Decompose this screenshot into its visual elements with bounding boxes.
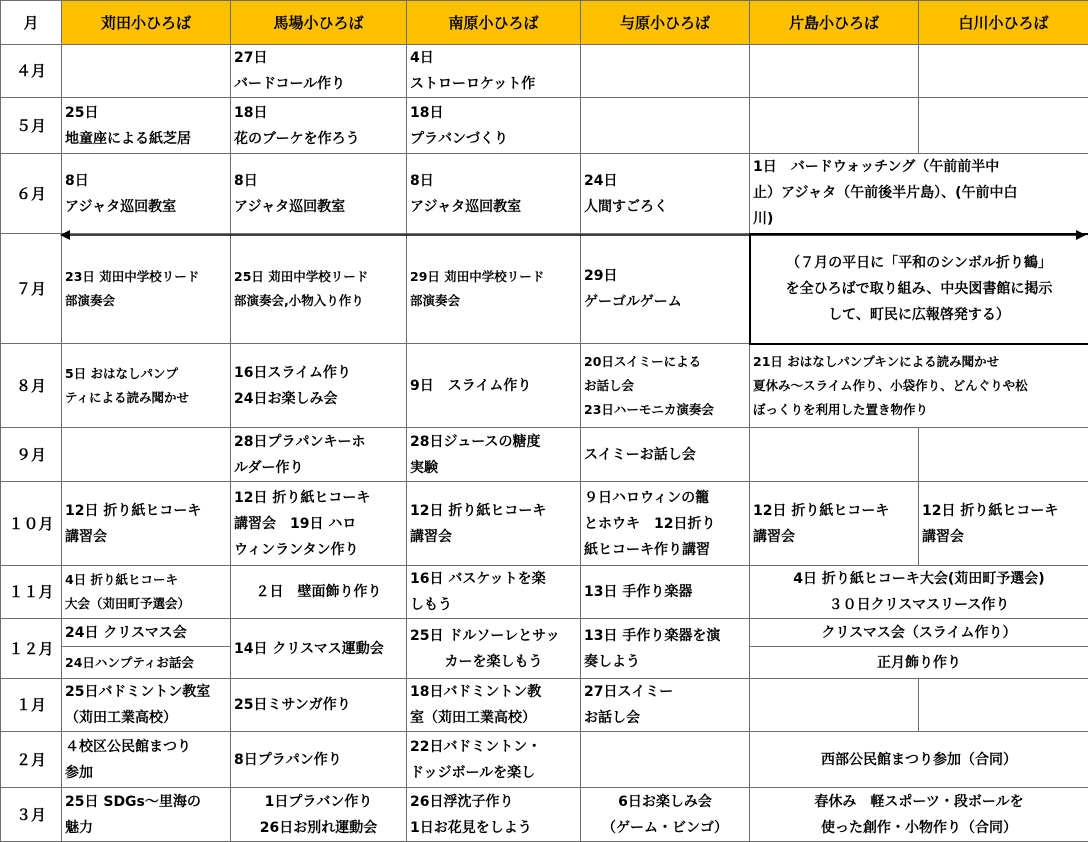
cell-line: 27日スイミー <box>584 679 746 705</box>
cell-minami <box>407 98 581 154</box>
cell-line: バードコール作り <box>234 71 403 97</box>
cell-baba <box>231 619 407 679</box>
month-label: １０月 <box>1 482 62 566</box>
cell-baba <box>231 154 407 234</box>
cell-line: 人間すごろく <box>584 194 746 220</box>
cell-line: 1日お花見をしよう <box>410 815 577 841</box>
cell-line: ティによる読み聞かせ <box>65 386 227 410</box>
cell-baba <box>231 482 407 566</box>
cell-line: 12日 折り紙ヒコーキ <box>410 498 577 524</box>
cell-line: 夏休み～スライム作り、小袋作り、どんぐりや松 <box>753 374 1085 398</box>
cell-katashima <box>750 98 919 154</box>
cell-line: アジャタ巡回教室 <box>65 194 227 220</box>
cell-yohara <box>581 45 750 98</box>
cell-katashima-shirakawa <box>750 566 1088 619</box>
cell-katashima-shirakawa <box>750 788 1088 842</box>
cell-line: 25日 <box>65 100 227 126</box>
cell-yohara <box>581 98 750 154</box>
cell-line: 16日スライム作り <box>234 360 403 386</box>
cell-line: 花のブーケを作ろう <box>234 126 403 152</box>
cell-line: 使った創作・小物作り（合同） <box>753 815 1085 841</box>
cell-minami <box>407 344 581 428</box>
cell-yohara <box>581 154 750 234</box>
cell-baba <box>231 788 407 842</box>
cell-line: 室（苅田工業高校） <box>410 705 577 731</box>
cell-line: 8日 <box>234 168 403 194</box>
cell-minami <box>407 45 581 98</box>
month-label: ２月 <box>1 732 62 788</box>
cell-line: 27日 <box>234 45 403 71</box>
cell-kanda <box>62 482 231 566</box>
cell-kanda <box>62 154 231 234</box>
cell-line: 24日お楽しみ会 <box>234 386 403 412</box>
cell-kanda <box>62 234 231 344</box>
cell-line: 8日 <box>65 168 227 194</box>
cell-line: 4日 <box>410 45 577 71</box>
cell-line: 西部公民館まつり参加（合同） <box>753 747 1085 773</box>
cell-line: 川) <box>753 206 1085 232</box>
cell-line: ぼっくりを利用した置き物作り <box>753 398 1085 422</box>
cell-line: （７月の平日に「平和のシンボル折り鶴」 <box>754 250 1085 276</box>
cell-yohara <box>581 732 750 788</box>
col-header-kanda: 苅田小ひろば <box>62 1 231 45</box>
month-label: ８月 <box>1 344 62 428</box>
table-row <box>1 566 1088 619</box>
table-row <box>1 732 1088 788</box>
cell-kanda <box>62 732 231 788</box>
cell-baba <box>231 234 407 344</box>
cell-line: 止）アジャタ（午前後半片島）、(午前中白 <box>753 180 1085 206</box>
cell-line: 4日 折り紙ヒコーキ大会(苅田町予選会) <box>753 566 1085 592</box>
cell-line: アジャタ巡回教室 <box>234 194 403 220</box>
table-row <box>1 679 1088 732</box>
table-row <box>1 98 1088 154</box>
cell-line: 大会（苅田町予選会） <box>65 592 227 616</box>
cell-minami <box>407 679 581 732</box>
cell-line: 29日 苅田中学校リード <box>410 265 577 289</box>
cell-line: （苅田工業高校） <box>65 705 227 731</box>
cell-katashima <box>750 45 919 98</box>
header-row <box>1 1 1088 45</box>
cell-kanda <box>62 619 231 647</box>
cell-line: 講習会 <box>65 524 227 550</box>
cell-line: 1日 バードウォッチング（午前前半中 <box>753 154 1085 180</box>
cell-kanda <box>62 98 231 154</box>
month-label: １月 <box>1 679 62 732</box>
cell-katashima-shirakawa <box>750 234 1088 344</box>
cell-baba <box>231 679 407 732</box>
cell-line: 春休み 軽スポーツ・段ボールを <box>753 789 1085 815</box>
cell-line: 部演奏会,小物入り作り <box>234 289 403 313</box>
cell-line: 部演奏会 <box>410 289 577 313</box>
cell-yohara <box>581 482 750 566</box>
cell-baba <box>231 45 407 98</box>
cell-yohara <box>581 344 750 428</box>
cell-line: ３０日クリスマスリース作り <box>753 592 1085 618</box>
cell-line: 25日ミサンガ作り <box>234 692 403 718</box>
cell-line: 魅力 <box>65 815 227 841</box>
cell-line: 18日 <box>410 100 577 126</box>
cell-baba <box>231 428 407 482</box>
month-label: １２月 <box>1 619 62 679</box>
cell-katashima <box>750 482 919 566</box>
cell-kanda <box>62 647 231 679</box>
cell-line: 13日 手作り楽器 <box>584 579 746 605</box>
table-row <box>1 234 1088 344</box>
cell-line: 23日ハーモニカ演奏会 <box>584 398 746 422</box>
cell-minami <box>407 154 581 234</box>
cell-katashima-shirakawa <box>750 732 1088 788</box>
cell-line: 8日プラパン作り <box>234 747 403 773</box>
cell-katashima-shirakawa <box>750 619 1088 647</box>
cell-katashima <box>750 679 919 732</box>
cell-line: 講習会 19日 ハロ <box>234 511 403 537</box>
cell-line: 24日 クリスマス会 <box>65 620 227 646</box>
cell-line: プラバンづくり <box>410 126 577 152</box>
cell-line: 地童座による紙芝居 <box>65 126 227 152</box>
cell-line: 24日ハンプティお話会 <box>65 651 227 675</box>
cell-kanda <box>62 45 231 98</box>
table-row <box>1 619 1088 647</box>
cell-minami <box>407 234 581 344</box>
cell-line: 5日 おはなしパンプ <box>65 362 227 386</box>
col-header-yohara: 与原小ひろば <box>581 1 750 45</box>
col-header-baba: 馬場小ひろば <box>231 1 407 45</box>
cell-line: 20日スイミーによる <box>584 350 746 374</box>
cell-line: 26日お別れ運動会 <box>234 815 403 841</box>
cell-line: 12日 折り紙ヒコーキ <box>65 498 227 524</box>
cell-line: 6日お楽しみ会 <box>584 789 746 815</box>
cell-line: 25日 ドルソーレとサッ <box>410 623 577 649</box>
cell-line: 講習会 <box>410 524 577 550</box>
cell-yohara <box>581 788 750 842</box>
cell-line: スイミーお話し会 <box>584 442 746 468</box>
cell-line: 29日 <box>584 263 746 289</box>
cell-minami <box>407 482 581 566</box>
cell-line: 正月飾り作り <box>753 650 1085 676</box>
cell-yohara <box>581 619 750 679</box>
cell-yohara <box>581 234 750 344</box>
cell-minami <box>407 619 581 679</box>
cell-line: ゲーゴルゲーム <box>584 289 746 315</box>
cell-line: 24日 <box>584 168 746 194</box>
cell-katashima <box>750 428 919 482</box>
cell-yohara <box>581 679 750 732</box>
cell-line: クリスマス会（スライム作り） <box>753 620 1085 646</box>
cell-line: 12日 折り紙ヒコーキ <box>753 498 915 524</box>
table-row <box>1 482 1088 566</box>
cell-yohara <box>581 566 750 619</box>
cell-kanda <box>62 788 231 842</box>
table-row <box>1 788 1088 842</box>
cell-line: （ゲーム・ビンゴ） <box>584 815 746 841</box>
cell-line: 21日 おはなしパンプキンによる読み聞かせ <box>753 350 1085 374</box>
cell-line: お話し会 <box>584 705 746 731</box>
cell-minami <box>407 566 581 619</box>
cell-line: 28日プラパンキーホ <box>234 429 403 455</box>
cell-baba <box>231 566 407 619</box>
cell-katashima-shirakawa <box>750 647 1088 679</box>
col-header-katashima: 片島小ひろば <box>750 1 919 45</box>
cell-line: 講習会 <box>753 524 915 550</box>
cell-line: 参加 <box>65 760 227 786</box>
cell-line: を全ひろばで取り組み、中央図書館に掲示 <box>754 276 1085 302</box>
cell-line: 18日バドミントン教 <box>410 679 577 705</box>
cell-line: 18日 <box>234 100 403 126</box>
cell-line: 23日 苅田中学校リード <box>65 265 227 289</box>
cell-shirakawa <box>919 482 1088 566</box>
cell-katashima-shirakawa <box>750 344 1088 428</box>
cell-line: アジャタ巡回教室 <box>410 194 577 220</box>
table-row <box>1 154 1088 234</box>
table-row <box>1 428 1088 482</box>
cell-minami <box>407 732 581 788</box>
cell-line: 16日 バスケットを楽 <box>410 566 577 592</box>
month-label: ５月 <box>1 98 62 154</box>
cell-line: ストローロケット作 <box>410 71 577 97</box>
cell-line: しもう <box>410 592 577 618</box>
cell-baba <box>231 344 407 428</box>
cell-line: 26日浮沈子作り <box>410 789 577 815</box>
cell-line: ４校区公民館まつり <box>65 734 227 760</box>
cell-line: 9日 スライム作り <box>410 373 577 399</box>
cell-yohara <box>581 428 750 482</box>
cell-katashima-shirakawa <box>750 154 1088 234</box>
cell-line: 14日 クリスマス運動会 <box>234 636 403 662</box>
cell-line: 奏しよう <box>584 649 746 675</box>
cell-line: 4日 折り紙ヒコーキ <box>65 568 227 592</box>
cell-line: ルダー作り <box>234 455 403 481</box>
cell-line: カーを楽しもう <box>410 649 577 675</box>
cell-shirakawa <box>919 679 1088 732</box>
cell-shirakawa <box>919 45 1088 98</box>
cell-line: ドッジボールを楽し <box>410 760 577 786</box>
month-label: ４月 <box>1 45 62 98</box>
cell-shirakawa <box>919 428 1088 482</box>
cell-line: 8日 <box>410 168 577 194</box>
cell-line: して、町民に広報啓発する） <box>754 302 1085 328</box>
cell-minami <box>407 428 581 482</box>
cell-line: 25日バドミントン教室 <box>65 679 227 705</box>
cell-line: 13日 手作り楽器を演 <box>584 623 746 649</box>
cell-line: 部演奏会 <box>65 289 227 313</box>
cell-line: お話し会 <box>584 374 746 398</box>
month-label: ６月 <box>1 154 62 234</box>
month-label: １１月 <box>1 566 62 619</box>
col-header-minami: 南原小ひろば <box>407 1 581 45</box>
cell-line: 22日バドミントン・ <box>410 734 577 760</box>
cell-kanda <box>62 344 231 428</box>
cell-line: 28日ジュースの糖度 <box>410 429 577 455</box>
cell-line: 実験 <box>410 455 577 481</box>
cell-line: 12日 折り紙ヒコーキ <box>922 498 1085 524</box>
cell-line: 1日プラバン作り <box>234 789 403 815</box>
cell-shirakawa <box>919 98 1088 154</box>
cell-line: とホウキ 12日折り <box>584 511 746 537</box>
cell-baba <box>231 732 407 788</box>
cell-line: ２日 壁面飾り作り <box>234 579 403 605</box>
cell-line: ウィンランタン作り <box>234 537 403 563</box>
month-header: 月 <box>1 1 62 45</box>
cell-kanda <box>62 566 231 619</box>
cell-line: 25日 SDGs～里海の <box>65 789 227 815</box>
month-label: ９月 <box>1 428 62 482</box>
cell-line: 紙ヒコーキ作り講習 <box>584 537 746 563</box>
cell-baba <box>231 98 407 154</box>
cell-line: 25日 苅田中学校リード <box>234 265 403 289</box>
month-label: ３月 <box>1 788 62 842</box>
table-row <box>1 45 1088 98</box>
cell-line: ９日ハロウィンの籠 <box>584 485 746 511</box>
table-row <box>1 344 1088 428</box>
cell-kanda <box>62 679 231 732</box>
month-label: ７月 <box>1 234 62 344</box>
cell-kanda <box>62 428 231 482</box>
cell-line: 講習会 <box>922 524 1085 550</box>
cell-minami <box>407 788 581 842</box>
col-header-shirakawa: 白川小ひろば <box>919 1 1088 45</box>
cell-line: 12日 折り紙ヒコーキ <box>234 485 403 511</box>
